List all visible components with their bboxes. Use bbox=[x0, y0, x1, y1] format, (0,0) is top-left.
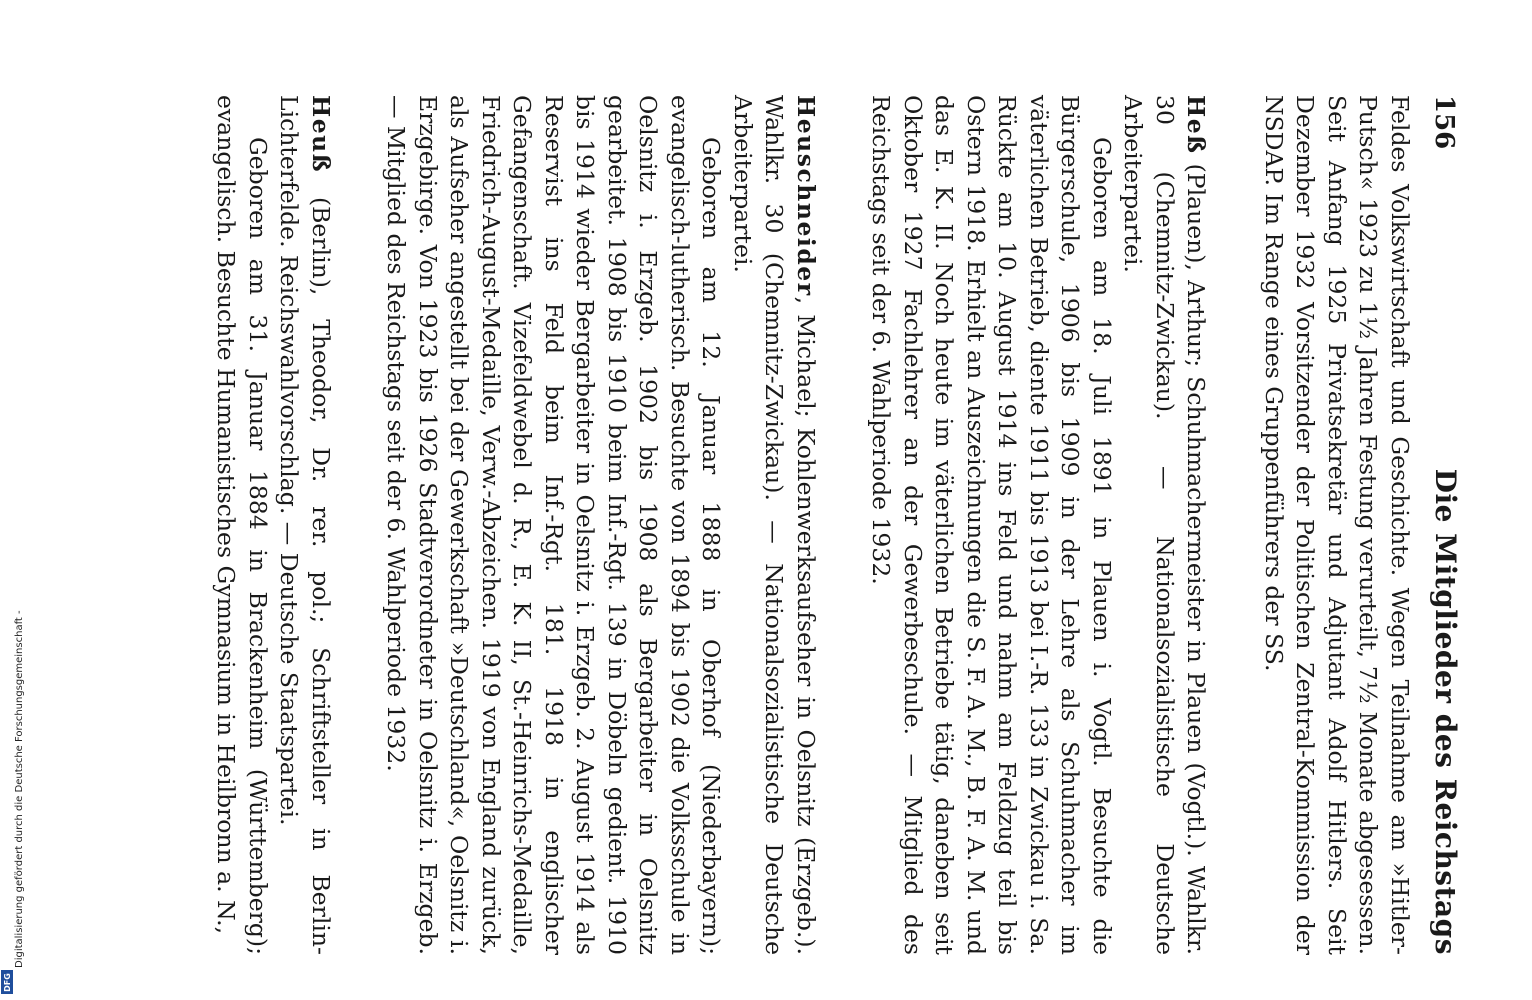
entry-header-details: , Michael; Kohlenwerksaufseher in Oelsnitz (Erzgeb.). Wahlkr. 30 (Chemnitz-Zwickau). — Nationalsozialistische Deutsche Arbeiterpartei. bbox=[729, 95, 820, 955]
funding-credit: Digitalisierung gefördert durch die Deutsche Forschungsgemeinschaft - bbox=[14, 610, 25, 968]
entry-body: Geboren am 31. Januar 1884 in Brackenheim (Württemberg); evangelisch. Besuchte Humanistisches Gymnasium in Heilbronn a. N., bbox=[212, 95, 272, 955]
biography-entry bbox=[210, 95, 336, 955]
entry-name: Heuß bbox=[307, 95, 335, 174]
entry-body: Geboren am 12. Januar 1888 in Oberhof (Niederbayern); evangelisch-lutherisch. Besuchte von 1894 bis 1902 die Volksschule in Oelsnitz i. Erzgeb. 1902 bis 1908 als Bergarbeiter in Oelsnitz gearbeitet. 1908 bis 1910 beim Inf.-Rgt. 139 in Döbeln gedient. 1910 bis 1914 wieder Bergarbeiter in Oelsnitz i. Erzgeb. 2. August 1914 als Reservist ins Feld beim Inf.-Rgt. 181. 1918 in englischer Gefangenschaft. Vizefeldwebel d. R., E. K. II, St.-Heinrichs-Medaille, Friedrich-August-Medaille, Verw.-Abzeichen. 1919 von England zurück, als Aufseher angestellt bei der Gewerkschaft »Deutschland«, Oelsnitz i. Erzgebirge. Von 1923 bis 1926 Stadtverordneter in Oelsnitz i. Erzgeb. — Mitglied des Reichstags seit der 6. Wahlperiode 1932. bbox=[382, 95, 726, 955]
page-content bbox=[166, 95, 1462, 955]
entry-header bbox=[1117, 95, 1212, 955]
biography-entry bbox=[380, 95, 821, 955]
entry-header bbox=[727, 95, 822, 955]
biography-entry bbox=[865, 95, 1212, 955]
entry-header bbox=[273, 95, 336, 955]
entry-body: Geboren am 18. Juli 1891 in Plauen i. Vogtl. Besuchte die Bürgerschule, 1906 bis 1909 in der Lehre als Schuhmacher im väterlichen Betrieb, diente 1911 bis 1913 bei I.-R. 133 in Zwickau i. Sa. Rückte am 10. August 1914 ins Feld und nahm am Feldzug teil bis Ostern 1918. Erhielt an Auszeichnungen die S. F. A. M., B. F. A. M. und das E. K. II. Noch heute im väterlichen Betriebe tätig, daneben seit Oktober 1927 Fachlehrer an der Gewerbeschule. — Mitglied des Reichstags seit der 6. Wahlperiode 1932. bbox=[867, 95, 1116, 955]
entry-name: Heuschneider bbox=[792, 95, 820, 297]
page-header bbox=[1429, 95, 1462, 955]
continuation-paragraph: Feldes Volkswirtschaft und Geschichte. Wegen Teilnahme am »Hitler-Putsch« 1923 zu 1½ Jahren Festung verurteilt, 7½ Monate abgesessen. Seit Anfang 1925 Privatsekretär und Adjutant Adolf Hitlers. Seit Dezember 1932 Vorsitzender der Politischen Zentral-Kommission der NSDAP. Im Range eines Gruppenführers der SS. bbox=[1260, 95, 1414, 955]
running-head: Die Mitglieder des Reichstags bbox=[1429, 468, 1462, 955]
digitization-footer bbox=[0, 0, 25, 1000]
dfg-logo bbox=[1, 970, 13, 994]
entry-header-details: (Berlin), Theodor, Dr. rer. pol.; Schriftsteller in Berlin-Lichterfelde. Reichswahlvorschlag. — Deutsche Staatspartei. bbox=[275, 95, 335, 955]
dfg-logo-text: DFG bbox=[2, 972, 12, 992]
entry-name: Heß bbox=[1182, 95, 1211, 155]
page-number: 156 bbox=[1429, 95, 1459, 150]
entry-header-details: (Plauen), Arthur; Schuhmachermeister in Plauen (Vogtl.). Wahlkr. 30 (Chemnitz-Zwickau). — Nationalsozialistische Deutsche Arbeiterpartei. bbox=[1119, 95, 1211, 955]
